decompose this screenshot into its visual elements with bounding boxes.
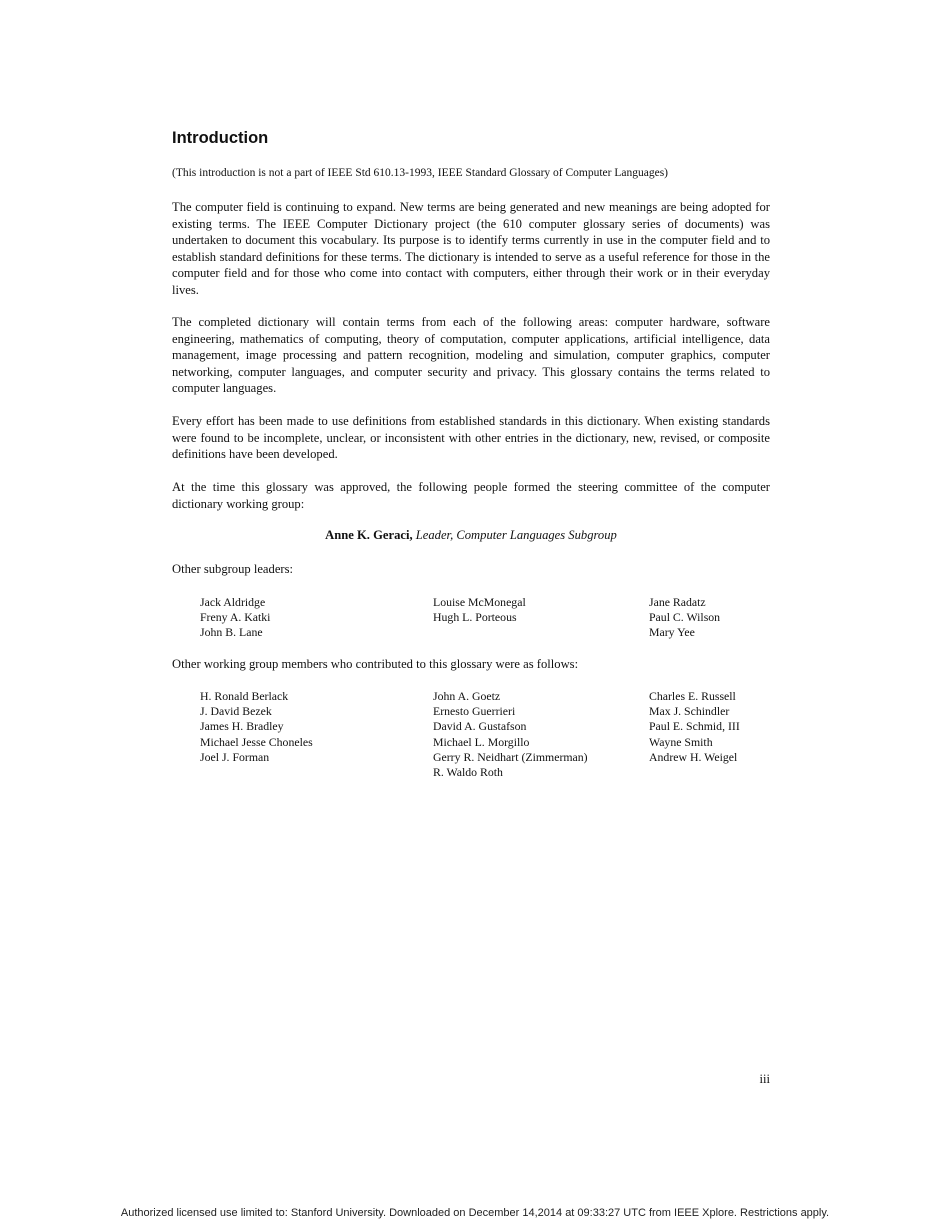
name-entry: Gerry R. Neidhart (Zimmerman) bbox=[433, 749, 588, 764]
name-entry: Michael Jesse Choneles bbox=[200, 734, 313, 749]
license-footer: Authorized licensed use limited to: Stanford University. Downloaded on December 14,2014 at 09:33:27 UTC from IEEE Xplore. Restrictions apply. bbox=[120, 1207, 830, 1219]
name-entry: Paul C. Wilson bbox=[649, 610, 721, 625]
name-entry: Hugh L. Porteous bbox=[433, 610, 517, 625]
paragraph: The completed dictionary will contain terms from each of the following areas: computer hardware, software engineering, mathematics of computing, theory of computation, computer applications, artificial intelligence, data management, image processing and pattern recognition, modeling and simulation, computer graphics, computer networking, computer languages, and computer security and privacy. This glossary contains the terms related to computer languages. bbox=[172, 315, 770, 395]
name-entry: Max J. Schindler bbox=[649, 704, 730, 719]
name-entry: Wayne Smith bbox=[649, 734, 713, 749]
leader-role: Leader, Computer Languages Subgroup bbox=[415, 528, 617, 542]
name-entry: Andrew H. Weigel bbox=[649, 749, 738, 764]
members-column-1 bbox=[200, 689, 313, 765]
members-label: Other working group members who contributed to this glossary were as follows: bbox=[172, 657, 579, 671]
name-entry: James H. Bradley bbox=[200, 719, 284, 734]
name-entry: Freny A. Katki bbox=[200, 610, 271, 625]
name-entry: John B. Lane bbox=[200, 625, 263, 640]
subgroup-leaders-column-3 bbox=[649, 595, 720, 641]
paragraph: Every effort has been made to use definitions from established standards in this dictionary. When existing standards were found to be incomplete, unclear, or inconsistent with other entries in the dictionary, new, revised, or composite definitions have been developed. bbox=[172, 414, 770, 461]
name-entry: H. Ronald Berlack bbox=[200, 689, 289, 703]
name-entry: Paul E. Schmid, III bbox=[649, 719, 740, 734]
members-column-2 bbox=[433, 689, 588, 780]
name-entry: Joel J. Forman bbox=[200, 749, 270, 764]
name-entry: R. Waldo Roth bbox=[433, 765, 503, 780]
name-entry: Mary Yee bbox=[649, 625, 695, 640]
name-entry: David A. Gustafson bbox=[433, 719, 527, 734]
page-number: iii bbox=[759, 1072, 770, 1086]
name-entry: Louise McMonegal bbox=[433, 595, 526, 609]
subgroup-leaders-column-1 bbox=[200, 595, 270, 641]
name-entry: Jack Aldridge bbox=[200, 595, 266, 609]
page-title: Introduction bbox=[172, 129, 269, 147]
paragraph: At the time this glossary was approved, the following people formed the steering committee of the computer dictionary working group: bbox=[172, 480, 770, 511]
name-entry: Michael L. Morgillo bbox=[433, 734, 530, 749]
name-entry: Ernesto Guerrieri bbox=[433, 704, 516, 719]
name-entry: Charles E. Russell bbox=[649, 689, 736, 703]
leader-name: Anne K. Geraci, bbox=[325, 528, 413, 542]
name-entry: Jane Radatz bbox=[649, 595, 706, 609]
paragraph: The computer field is continuing to expand. New terms are being generated and new meanings are being adopted for existing terms. The IEEE Computer Dictionary project (the 610 computer glossary series of documents) was undertaken to document this vocabulary. Its purpose is to identify terms currently in use in the computer field and to establish standard definitions for these terms. The dictionary is intended to serve as a useful reference for those in the computer field and for those who come into contact with computers, either through their work or in their everyday lives. bbox=[172, 200, 770, 297]
introduction-note: (This introduction is not a part of IEEE Std 610.13-1993, IEEE Standard Glossary of Computer Languages) bbox=[172, 167, 668, 179]
members-column-3 bbox=[649, 689, 740, 765]
name-entry: John A. Goetz bbox=[433, 689, 501, 703]
name-entry: J. David Bezek bbox=[200, 704, 272, 719]
committee-leader bbox=[172, 528, 770, 543]
subgroup-leaders-label: Other subgroup leaders: bbox=[172, 562, 294, 576]
subgroup-leaders-column-2 bbox=[433, 595, 526, 625]
